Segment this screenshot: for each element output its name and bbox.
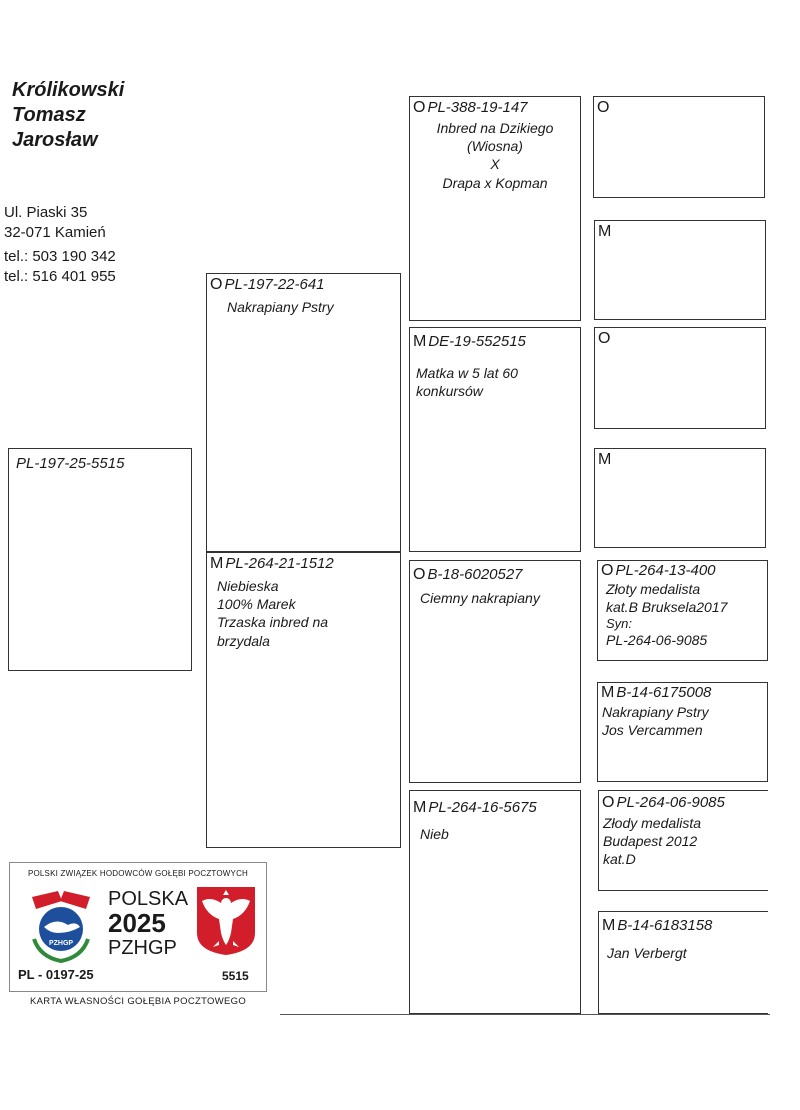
owner-name-first: Tomasz bbox=[12, 104, 86, 126]
mother-sex: M bbox=[210, 555, 224, 572]
phone-2: tel.: 516 401 955 bbox=[4, 267, 116, 285]
fm-box bbox=[409, 327, 581, 552]
owner-address bbox=[4, 203, 116, 286]
fmf-sex: O bbox=[598, 330, 611, 347]
father-desc: Nakrapiany Pstry bbox=[227, 299, 334, 315]
mfm-sex: M bbox=[601, 684, 615, 701]
ffm-sex: M bbox=[598, 223, 612, 240]
ff-desc-4: Drapa x Kopman bbox=[442, 174, 548, 191]
owner-name-second: Jarosław bbox=[12, 129, 98, 151]
card-ring: PL - 0197-25 bbox=[18, 967, 94, 982]
pzhgp-logo-text: PZHGP bbox=[48, 940, 74, 947]
pigeon-ring: PL-197-25-5515 bbox=[16, 455, 125, 472]
card-title: KARTA WŁASNOŚCI GOŁĘBIA POCZTOWEGO bbox=[29, 996, 247, 1007]
mother-desc-3: Trzaska inbred na bbox=[217, 614, 329, 631]
mff-syn-label: Syn: bbox=[606, 616, 633, 631]
polish-eagle-icon bbox=[195, 885, 257, 957]
address-street: Ul. Piaski 35 bbox=[4, 204, 88, 221]
fmm-box bbox=[594, 448, 766, 548]
father-sex: O bbox=[210, 276, 223, 293]
mmf-desc-1: Złody medalista bbox=[603, 815, 702, 831]
ownership-card bbox=[0, 848, 280, 1016]
mmm-sex: M bbox=[602, 917, 616, 934]
mm-sex: M bbox=[413, 799, 427, 816]
mm-ring: PL-264-16-5675 bbox=[428, 799, 537, 816]
mff-sex: O bbox=[601, 562, 614, 579]
mf-box bbox=[409, 560, 581, 783]
card-org: POLSKI ZWIĄZEK HODOWCÓW GOŁĘBI POCZTOWYCH bbox=[27, 869, 249, 878]
owner-block bbox=[12, 78, 124, 153]
mm-box bbox=[409, 790, 581, 1014]
fm-ring: DE-19-552515 bbox=[428, 333, 526, 350]
mff-box bbox=[597, 560, 768, 661]
fm-sex: M bbox=[413, 333, 427, 350]
mmf-ring: PL-264-06-9085 bbox=[616, 794, 725, 811]
ff-desc-2: (Wiosna) bbox=[467, 138, 523, 155]
card-number: 5515 bbox=[222, 969, 249, 983]
ff-box bbox=[409, 96, 581, 321]
ff-desc-1: Inbred na Dzikiego bbox=[436, 120, 554, 136]
fm-desc-2: konkursów bbox=[416, 383, 483, 400]
card-year: 2025 bbox=[108, 908, 166, 938]
phone-1: tel.: 503 190 342 bbox=[4, 248, 116, 265]
mmf-desc bbox=[603, 814, 701, 869]
card-country: POLSKA bbox=[108, 888, 189, 910]
ff-ring: PL-388-19-147 bbox=[427, 99, 528, 116]
mff-desc bbox=[606, 581, 727, 650]
fmm-sex: M bbox=[598, 451, 612, 468]
mfm-desc bbox=[602, 703, 709, 739]
mmf-box bbox=[598, 790, 768, 891]
mff-desc-1: Złoty medalista bbox=[606, 581, 701, 597]
bottom-rule bbox=[280, 1014, 770, 1015]
mmf-desc-2: Budapest 2012 bbox=[603, 833, 698, 850]
fff-sex: O bbox=[597, 99, 610, 116]
mfm-ring: B-14-6175008 bbox=[616, 684, 712, 701]
mother-desc-1: Niebieska bbox=[217, 578, 279, 594]
fff-box bbox=[593, 96, 765, 198]
pzhgp-logo-icon bbox=[22, 887, 100, 965]
mff-syn-ring: PL-264-06-9085 bbox=[606, 632, 708, 649]
mfm-desc-2: Jos Vercammen bbox=[602, 722, 703, 739]
fm-desc-1: Matka w 5 lat 60 bbox=[416, 365, 518, 381]
card-association: PZHGP bbox=[108, 937, 177, 959]
mf-ring: B-18-6020527 bbox=[427, 566, 523, 583]
ff-desc bbox=[410, 119, 580, 192]
address-city: 32-071 Kamień bbox=[4, 223, 106, 241]
father-box bbox=[206, 273, 401, 552]
card-frame bbox=[9, 862, 267, 992]
mmm-ring: B-14-6183158 bbox=[617, 917, 713, 934]
mmf-sex: O bbox=[602, 794, 615, 811]
mfm-desc-1: Nakrapiany Pstry bbox=[602, 704, 709, 720]
owner-name-surname: Królikowski bbox=[12, 79, 125, 101]
mother-desc-4: brzydala bbox=[217, 632, 270, 649]
fm-desc bbox=[416, 364, 518, 400]
ffm-box bbox=[594, 220, 766, 320]
mf-sex: O bbox=[413, 566, 426, 583]
mother-desc bbox=[217, 577, 328, 650]
pigeon-box bbox=[8, 448, 192, 671]
mff-desc-2: kat.B Bruksela2017 bbox=[606, 598, 728, 615]
fmf-box bbox=[594, 327, 766, 429]
father-ring: PL-197-22-641 bbox=[224, 276, 325, 293]
mmm-desc: Jan Verbergt bbox=[607, 945, 687, 961]
mother-ring: PL-264-21-1512 bbox=[225, 555, 334, 572]
mm-desc: Nieb bbox=[420, 826, 449, 842]
ff-sex: O bbox=[413, 99, 426, 116]
mother-desc-2: 100% Marek bbox=[217, 596, 296, 613]
mother-box bbox=[206, 552, 401, 848]
mf-desc: Ciemny nakrapiany bbox=[420, 590, 540, 606]
mmf-desc-3: kat.D bbox=[603, 851, 636, 868]
mmm-box bbox=[598, 911, 768, 1014]
ff-desc-3: X bbox=[490, 156, 500, 173]
mfm-box bbox=[597, 682, 768, 782]
mff-ring: PL-264-13-400 bbox=[615, 562, 716, 579]
